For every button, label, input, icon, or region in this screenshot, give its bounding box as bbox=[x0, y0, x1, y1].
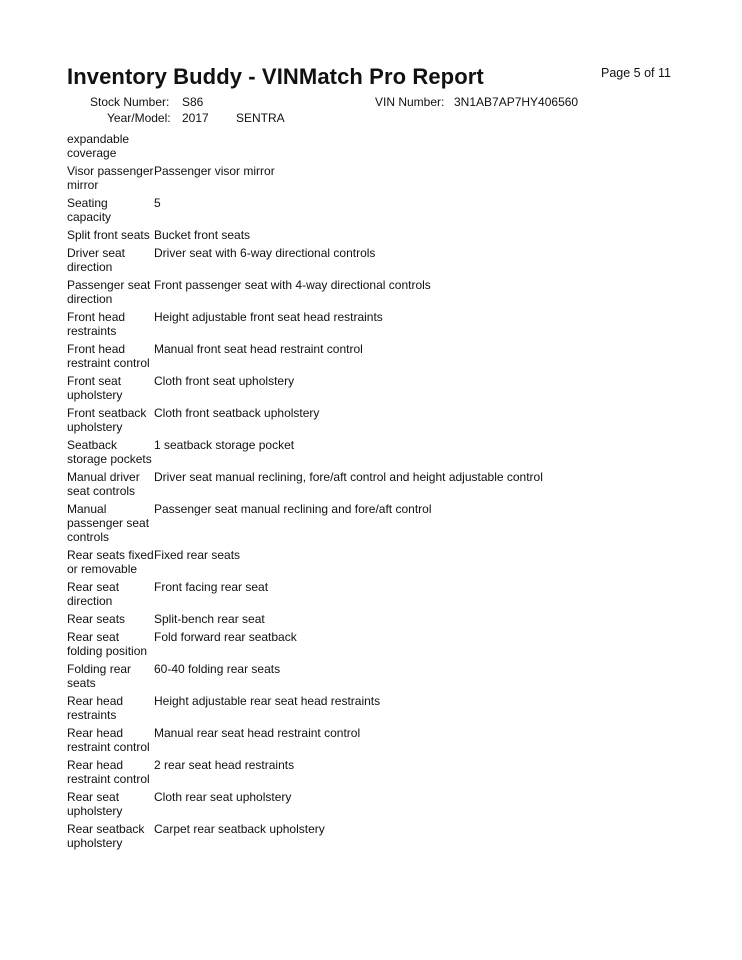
spec-table bbox=[67, 132, 707, 854]
model-value: SENTRA bbox=[236, 111, 285, 125]
year-model-label: Year/Model: bbox=[107, 111, 171, 125]
spec-row bbox=[67, 228, 707, 242]
spec-label: Rear seats fixed or removable bbox=[67, 548, 154, 576]
spec-label: Rear head restraint control bbox=[67, 726, 150, 754]
spec-value: Cloth front seat upholstery bbox=[154, 374, 295, 388]
spec-row bbox=[67, 342, 707, 370]
spec-row bbox=[67, 310, 707, 338]
spec-row bbox=[67, 196, 707, 224]
spec-value: 2 rear seat head restraints bbox=[154, 758, 295, 772]
spec-value bbox=[154, 132, 707, 160]
stock-number-value: S86 bbox=[182, 95, 204, 109]
spec-row bbox=[67, 790, 707, 818]
spec-label: Front seat upholstery bbox=[67, 374, 123, 402]
spec-row bbox=[67, 662, 707, 690]
spec-value: 5 bbox=[154, 196, 161, 210]
spec-label: Split front seats bbox=[67, 228, 150, 242]
spec-row bbox=[67, 246, 707, 274]
spec-row bbox=[67, 374, 707, 402]
spec-label: Front seatback upholstery bbox=[67, 406, 147, 434]
report-title: Inventory Buddy - VINMatch Pro Report bbox=[67, 64, 484, 89]
spec-row bbox=[67, 438, 707, 466]
spec-row bbox=[67, 278, 707, 306]
spec-value: Fixed rear seats bbox=[154, 548, 241, 562]
spec-row bbox=[67, 726, 707, 754]
spec-label: Rear seat upholstery bbox=[67, 790, 123, 818]
spec-value: Front passenger seat with 4-way directional controls bbox=[154, 278, 431, 292]
spec-row bbox=[67, 630, 707, 658]
spec-row bbox=[67, 822, 707, 850]
spec-value: Manual rear seat head restraint control bbox=[154, 726, 361, 740]
spec-value: Passenger seat manual reclining and fore/aft control bbox=[154, 502, 432, 516]
spec-value: Height adjustable rear seat head restraints bbox=[154, 694, 381, 708]
spec-label: Rear seats bbox=[67, 612, 126, 626]
spec-label: Driver seat direction bbox=[67, 246, 126, 274]
spec-label: expandable coverage bbox=[67, 132, 130, 160]
spec-value: Cloth rear seat upholstery bbox=[154, 790, 292, 804]
spec-row bbox=[67, 758, 707, 786]
spec-row bbox=[67, 502, 707, 544]
page-number: Page 5 of 11 bbox=[601, 66, 671, 80]
spec-value: Split-bench rear seat bbox=[154, 612, 265, 626]
spec-row bbox=[67, 548, 707, 576]
spec-label: Rear seat direction bbox=[67, 580, 120, 608]
stock-number-label: Stock Number: bbox=[90, 95, 170, 109]
vin-value: 3N1AB7AP7HY406560 bbox=[454, 95, 579, 109]
spec-value: Front facing rear seat bbox=[154, 580, 269, 594]
spec-value: Bucket front seats bbox=[154, 228, 251, 242]
spec-label: Seating capacity bbox=[67, 196, 112, 224]
spec-label: Manual driver seat controls bbox=[67, 470, 140, 498]
spec-label: Front head restraints bbox=[67, 310, 126, 338]
spec-label: Rear seat folding position bbox=[67, 630, 148, 658]
spec-value: Fold forward rear seatback bbox=[154, 630, 297, 644]
spec-value: Driver seat with 6-way directional controls bbox=[154, 246, 376, 260]
spec-row bbox=[67, 164, 707, 192]
spec-label: Folding rear seats bbox=[67, 662, 132, 690]
spec-value: Carpet rear seatback upholstery bbox=[154, 822, 325, 836]
year-value: 2017 bbox=[182, 111, 209, 125]
spec-row bbox=[67, 132, 707, 160]
spec-value: Driver seat manual reclining, fore/aft control and height adjustable control bbox=[154, 470, 543, 484]
spec-label: Front head restraint control bbox=[67, 342, 150, 370]
spec-value: 60-40 folding rear seats bbox=[154, 662, 281, 676]
spec-value: Height adjustable front seat head restraints bbox=[154, 310, 383, 324]
spec-row bbox=[67, 470, 707, 498]
spec-row bbox=[67, 580, 707, 608]
spec-label: Rear seatback upholstery bbox=[67, 822, 145, 850]
spec-row bbox=[67, 612, 707, 626]
spec-value: 1 seatback storage pocket bbox=[154, 438, 295, 452]
vin-label: VIN Number: bbox=[375, 95, 445, 109]
spec-value: Manual front seat head restraint control bbox=[154, 342, 363, 356]
spec-label: Visor passenger mirror bbox=[67, 164, 154, 192]
spec-label: Rear head restraints bbox=[67, 694, 124, 722]
spec-label: Rear head restraint control bbox=[67, 758, 150, 786]
spec-row bbox=[67, 406, 707, 434]
spec-label: Seatback storage pockets bbox=[67, 438, 152, 466]
spec-row bbox=[67, 694, 707, 722]
spec-value: Cloth front seatback upholstery bbox=[154, 406, 320, 420]
spec-label: Manual passenger seat controls bbox=[67, 502, 150, 544]
spec-label: Passenger seat direction bbox=[67, 278, 151, 306]
spec-value: Passenger visor mirror bbox=[154, 164, 275, 178]
